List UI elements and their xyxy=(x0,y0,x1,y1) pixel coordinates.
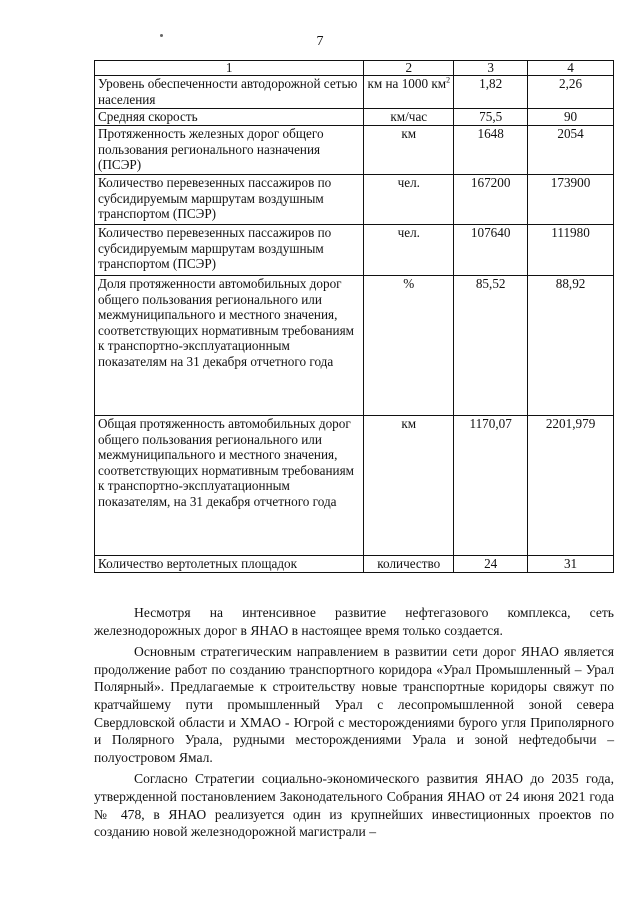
table-row xyxy=(95,109,614,126)
indicator-cell: Количество перевезенных пассажиров по субсидируемым маршрутам воздушным транспортом (ПСЭР) xyxy=(95,225,364,276)
value-cell: 173900 xyxy=(528,175,614,225)
column-header: 3 xyxy=(454,61,528,76)
unit-cell: км xyxy=(364,126,454,175)
table-row xyxy=(95,556,614,573)
value-cell: 1170,07 xyxy=(454,416,528,556)
value-cell: 2,26 xyxy=(528,76,614,109)
value-cell: 90 xyxy=(528,109,614,126)
table-row xyxy=(95,76,614,109)
value-cell: 75,5 xyxy=(454,109,528,126)
unit-text: км на 1000 км xyxy=(367,76,447,91)
indicator-cell: Уровень обеспеченности автодорожной сетью населения xyxy=(95,76,364,109)
column-header: 1 xyxy=(95,61,364,76)
value-cell: 1648 xyxy=(454,126,528,175)
unit-cell: количество xyxy=(364,556,454,573)
value-cell: 85,52 xyxy=(454,276,528,416)
value-cell: 1,82 xyxy=(454,76,528,109)
table-header-row xyxy=(95,61,614,76)
paragraph: Основным стратегическим направлением в развитии сети дорог ЯНАО является продолжение работ по созданию транспортного коридора «Урал Промышленный – Урал Полярный». Предлагаемые к строительству новые транспортные коридоры свяжут по кратчайшему пути промышленный Урал с лесопромышленной зоной севера Свердловской области и ХМАО - Югрой с месторождениями бурого угля Приполярного и Полярного Урала, рудными месторождениями Урала и зоной нефтедобычи – полуостровом Ямал. xyxy=(94,644,614,765)
value-cell: 111980 xyxy=(528,225,614,276)
column-header: 4 xyxy=(528,61,614,76)
indicator-cell: Количество перевезенных пассажиров по субсидируемым маршрутам воздушным транспортом (ПСЭР) xyxy=(95,175,364,225)
paragraph: Согласно Стратегии социально-экономического развития ЯНАО до 2035 года, утвержденной постановлением Законодательного Собрания ЯНАО от 24 июня 2021 года № 478, в ЯНАО реализуется один из крупнейших инвестиционных проектов по созданию новой железнодорожной магистрали – xyxy=(94,771,614,840)
unit-cell: км xyxy=(364,416,454,556)
unit-cell: % xyxy=(364,276,454,416)
body-text xyxy=(94,604,614,845)
value-cell: 24 xyxy=(454,556,528,573)
value-cell: 88,92 xyxy=(528,276,614,416)
indicator-cell: Общая протяженность автомобильных дорог общего пользования регионального или межмуниципального и местного значения, соответствующих нормативным требованиям к транспортно-эксплуатационным показателям, на 31 декабря отчетного года xyxy=(95,416,364,556)
indicators-table xyxy=(94,60,614,573)
value-cell: 107640 xyxy=(454,225,528,276)
value-cell: 167200 xyxy=(454,175,528,225)
value-cell: 2054 xyxy=(528,126,614,175)
unit-cell: км/час xyxy=(364,109,454,126)
table-row xyxy=(95,276,614,416)
value-cell: 2201,979 xyxy=(528,416,614,556)
unit-cell: чел. xyxy=(364,175,454,225)
indicator-cell: Количество вертолетных площадок xyxy=(95,556,364,573)
table-row xyxy=(95,175,614,225)
unit-superscript: 2 xyxy=(446,75,451,85)
page-number: 7 xyxy=(316,34,324,49)
indicator-cell: Доля протяженности автомобильных дорог общего пользования регионального или межмуниципального и местного значения, соответствующих нормативным требованиям к транспортно-эксплуатационным показателям на 31 декабря отчетного года xyxy=(95,276,364,416)
table-row xyxy=(95,225,614,276)
table-row xyxy=(95,416,614,556)
unit-cell xyxy=(364,76,454,109)
indicator-cell: Средняя скорость xyxy=(95,109,364,126)
value-cell: 31 xyxy=(528,556,614,573)
paragraph: Несмотря на интенсивное развитие нефтегазового комплекса, сеть железнодорожных дорог в ЯНАО в настоящее время только создается. xyxy=(94,605,614,638)
table-row xyxy=(95,126,614,175)
unit-cell: чел. xyxy=(364,225,454,276)
column-header: 2 xyxy=(364,61,454,76)
indicator-cell: Протяженность железных дорог общего пользования регионального назначения (ПСЭР) xyxy=(95,126,364,175)
